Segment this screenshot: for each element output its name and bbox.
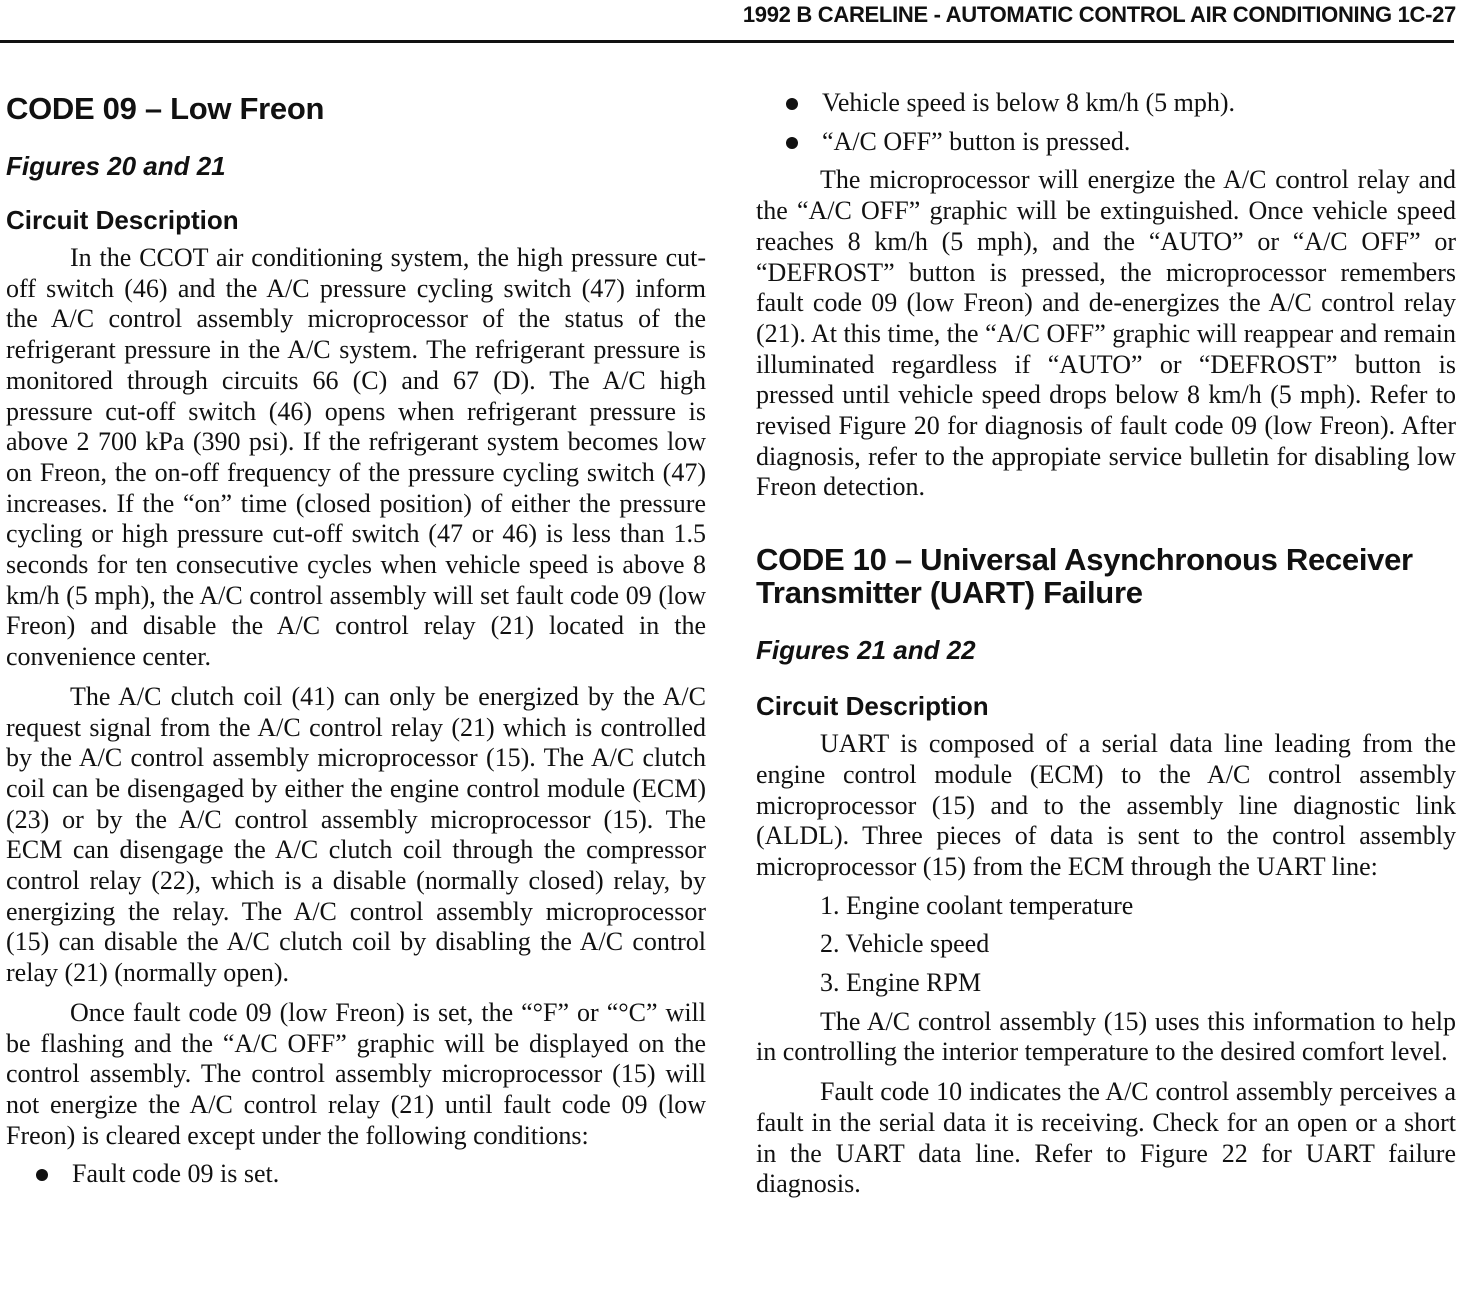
- page-header: [0, 0, 1472, 46]
- code-10-circuit-heading: Circuit Description: [756, 691, 989, 722]
- code-10-paragraph-2: The A/C control assembly (15) uses this information to help in controlling the interior temperature to the desired comfort level.: [756, 1006, 1456, 1067]
- bullet-icon: [36, 1169, 48, 1181]
- right-column: [756, 84, 1456, 1200]
- bullet-icon: [786, 137, 798, 149]
- list-item: Fault code 09 is set.: [6, 1159, 706, 1190]
- header-rule: [0, 40, 1454, 43]
- uart-data-list: [756, 891, 1456, 999]
- code-10-paragraph-1: UART is composed of a serial data line leading from the engine control module (ECM) to the A/C control assembly microprocessor (15) and to the assembly line diagnostic link (ALDL). Three pieces of data is sent to the control assembly microprocessor (15) from the ECM through the UART line:: [756, 729, 1456, 881]
- code-09-paragraph-1: In the CCOT air conditioning system, the high pressure cut-off switch (46) and the A/C pressure cycling switch (47) inform the A/C control assembly microprocessor of the status of the refrigerant pressure in the A/C system. The refrigerant pressure is monitored through circuits 66 (C) and 67 (D). The A/C high pressure cut-off switch (46) opens when refrigerant pressure is above 2 700 kPa (390 psi). If the refrigerant system becomes low on Freon, the on-off frequency of the pressure cycling switch (47) increases. If the “on” time (closed position) of either the pressure cycling or high pressure cut-off switch (47 or 46) is less than 1.5 seconds for ten consecutive cycles when vehicle speed is above 8 km/h (5 mph), the A/C control assembly will set fault code 09 (low Freon) and disable the A/C control relay (21) located in the convenience center.: [6, 243, 706, 672]
- list-item: 1. Engine coolant temperature: [820, 890, 1134, 920]
- code-09-figures: Figures 20 and 21: [6, 151, 226, 181]
- code-09-circuit-heading: Circuit Description: [6, 205, 239, 235]
- code-09-heading: CODE 09 – Low Freon: [6, 91, 325, 126]
- list-item: Vehicle speed is below 8 km/h (5 mph).: [756, 88, 1456, 119]
- code-10-paragraph-3: Fault code 10 indicates the A/C control assembly perceives a fault in the serial data it is receiving. Check for an open or a short in the UART data line. Refer to Figure 22 for UART failure diagnosis.: [756, 1077, 1456, 1199]
- code-09-continued-paragraph: The microprocessor will energize the A/C control relay and the “A/C OFF” graphic will be extinguished. Once vehicle speed reaches 8 km/h (5 mph), and the “AUTO” or “A/C OFF” or “DEFROST” button is pressed, the microprocessor remembers fault code 09 (low Freon) and de-energizes the A/C control relay (21). At this time, the “A/C OFF” graphic will reappear and remain illuminated regardless if “AUTO” or “DEFROST” button is pressed until vehicle speed drops below 8 km/h (5 mph). Refer to revised Figure 20 for diagnosis of fault code 09 (low Freon). After diagnosis, refer to the appropiate service bulletin for disabling low Freon detection.: [756, 165, 1456, 502]
- bullet-icon: [786, 98, 798, 110]
- conditions-list-left: [6, 1159, 706, 1190]
- code-10-heading: CODE 10 – Universal Asynchronous Receiver Transmitter (UART) Failure: [756, 542, 1413, 611]
- conditions-list-right: [756, 88, 1456, 157]
- list-item: 2. Vehicle speed: [820, 929, 990, 959]
- list-item: 3. Engine RPM: [820, 968, 982, 998]
- code-09-paragraph-3: Once fault code 09 (low Freon) is set, the “°F” or “°C” will be flashing and the “A/C OFF” graphic will be displayed on the control assembly. The control assembly microprocessor (15) will not energize the A/C control relay (21) until fault code 09 (low Freon) is cleared except under the following conditions:: [6, 997, 706, 1150]
- running-title: 1992 B CARELINE - AUTOMATIC CONTROL AIR CONDITIONING 1C-27: [742, 2, 1456, 27]
- list-item: “A/C OFF” button is pressed.: [756, 127, 1456, 158]
- left-column: [6, 84, 706, 1190]
- code-09-paragraph-2: The A/C clutch coil (41) can only be energized by the A/C request signal from the A/C control relay (21) which is controlled by the A/C control assembly microprocessor (15). The A/C clutch coil can be disengaged by either the engine control module (ECM) (23) or by the A/C control assembly microprocessor (15). The ECM can disengage the A/C clutch coil through the compressor control relay (22), which is a disable (normally closed) relay, by energizing the relay. The A/C control assembly microprocessor (15) can disable the A/C clutch coil by disabling the A/C control relay (21) (normally open).: [6, 681, 706, 988]
- code-10-figures: Figures 21 and 22: [756, 635, 976, 666]
